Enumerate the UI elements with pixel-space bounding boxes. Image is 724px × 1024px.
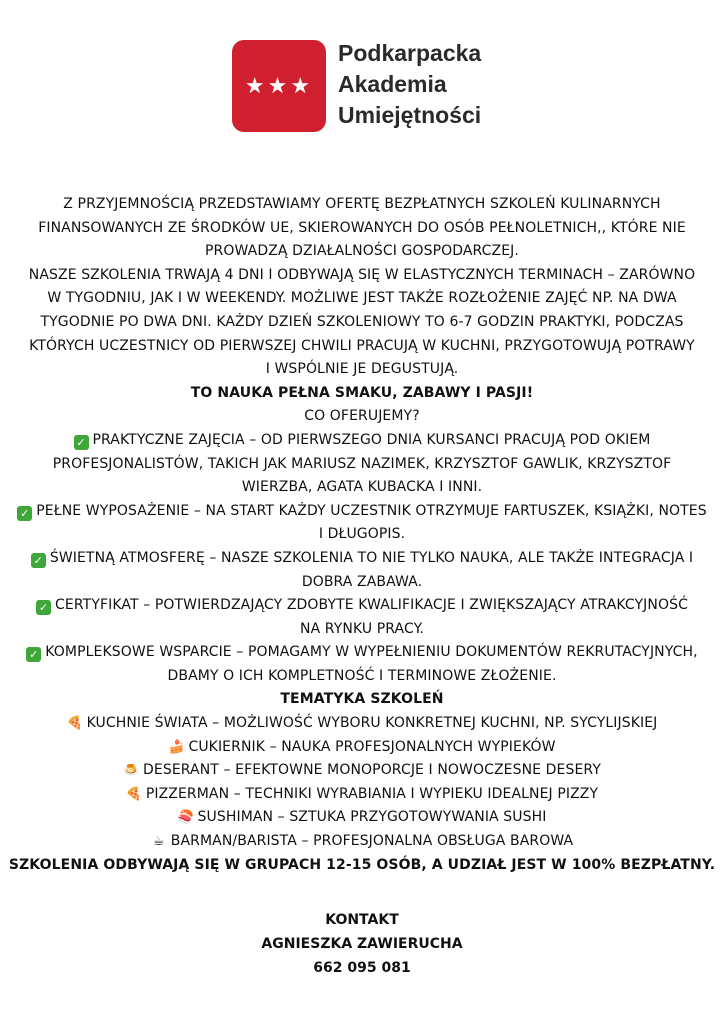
logo-line-3: Umiejętności <box>338 102 482 128</box>
intro-line: PROWADZĄ DZIAŁALNOŚCI GOSPODARCZEJ. <box>205 243 519 260</box>
offer-item-cont: PROFESJONALISTÓW, TAKICH JAK MARIUSZ NAZIMEK, KRZYSZTOF GAWLIK, KRZYSZTOF <box>52 455 672 472</box>
topic-text: BARMAN/BARISTA – PROFESJONALNA OBSŁUGA BAROWA <box>170 833 574 850</box>
topic-item <box>0 806 724 830</box>
check-icon: ✓ <box>17 506 32 521</box>
topic-text: SUSHIMAN – SZTUKA PRZYGOTOWYWANIA SUSHI <box>197 809 547 826</box>
topic-item <box>0 783 724 807</box>
topic-item <box>0 759 724 783</box>
offer-text: PEŁNE WYPOSAŻENIE – NA START KAŻDY UCZESTNIK OTRZYMUJE FARTUSZEK, KSIĄŻKI, NOTES <box>36 502 707 519</box>
intro-line: KTÓRYCH UCZESTNICY OD PIERWSZEJ CHWILI PRACUJĄ W KUCHNI, PRZYGOTOWUJĄ POTRAWY <box>29 337 695 354</box>
offer-text: CERTYFIKAT – POTWIERDZAJĄCY ZDOBYTE KWALIFIKACJE I ZWIĘKSZAJĄCY ATRAKCYJNOŚĆ <box>55 597 688 614</box>
offer-item-cont: WIERZBA, AGATA KUBACKA I INNI. <box>241 479 483 496</box>
check-icon: ✓ <box>26 647 41 662</box>
offer-heading: CO OFERUJEMY? <box>304 408 420 425</box>
pizza-icon: 🍕 <box>66 716 83 732</box>
check-icon: ✓ <box>31 553 46 568</box>
offer-item-cont: DBAMY O ICH KOMPLETNOŚĆ I TERMINOWE ZŁOŻENIE. <box>167 667 557 684</box>
logo-line-1: Podkarpacka <box>338 40 482 66</box>
contact-heading: KONTAKT <box>325 912 399 928</box>
topic-text: CUKIERNIK – NAUKA PROFESJONALNYCH WYPIEKÓW <box>188 738 556 755</box>
offer-item-cont: I DŁUGOPIS. <box>318 526 406 543</box>
offer-text: ŚWIETNĄ ATMOSFERĘ – NASZE SZKOLENIA TO NIE TYLKO NAUKA, ALE TAKŻE INTEGRACJA I <box>49 549 694 566</box>
topic-item <box>0 830 724 854</box>
offer-item <box>0 547 724 571</box>
topic-item <box>0 736 724 760</box>
offer-text: PRAKTYCZNE ZAJĘCIA – OD PIERWSZEGO DNIA KURSANCI PRACUJĄ POD OKIEM <box>92 431 651 448</box>
offer-item <box>0 429 724 453</box>
closing-note: SZKOLENIA ODBYWAJĄ SIĘ W GRUPACH 12-15 OSÓB, A UDZIAŁ JEST W 100% BEZPŁATNY. <box>8 856 716 873</box>
intro-line: W TYGODNIU, JAK I W WEEKENDY. MOŻLIWE JEST TAKŻE ROZŁOŻENIE ZAJĘĆ NP. NA DWA <box>47 290 677 307</box>
cake-icon: 🍰 <box>168 739 185 755</box>
intro-line: Z PRZYJEMNOŚCIĄ PRZEDSTAWIAMY OFERTĘ BEZPŁATNYCH SZKOLEŃ KULINARNYCH <box>63 196 661 212</box>
flyer-body <box>0 193 724 877</box>
check-icon: ✓ <box>36 600 51 615</box>
offer-item-cont: NA RYNKU PRACY. <box>300 620 424 637</box>
offer-item-cont: DOBRA ZABAWA. <box>301 573 423 590</box>
contact-name: AGNIESZKA ZAWIERUCHA <box>261 936 463 952</box>
logo-badge <box>232 40 326 132</box>
sushi-icon: 🍣 <box>177 810 194 826</box>
pizza-icon: 🍕 <box>125 786 143 802</box>
offer-item <box>0 641 724 665</box>
logo-wordmark <box>338 38 481 131</box>
logo <box>232 38 502 134</box>
topic-text: DESERANT – EFEKTOWNE MONOPORCJE I NOWOCZESNE DESERY <box>143 762 601 779</box>
contact-phone[interactable]: 662 095 081 <box>313 960 411 976</box>
intro-line: TYGODNIE PO DWA DNI. KAŻDY DZIEŃ SZKOLENIOWY TO 6-7 GODZIN PRAKTYKI, PODCZAS <box>40 313 684 330</box>
topic-item <box>0 712 724 736</box>
contact-block <box>0 908 724 980</box>
logo-line-2: Akademia <box>338 71 447 97</box>
intro-line: NASZE SZKOLENIA TRWAJĄ 4 DNI I ODBYWAJĄ SIĘ W ELASTYCZNYCH TERMINACH – ZARÓWNO <box>28 266 696 283</box>
topic-text: KUCHNIE ŚWIATA – MOŻLIWOŚĆ WYBORU KONKRETNEJ KUCHNI, NP. SYCYLIJSKIEJ <box>86 715 658 732</box>
tagline: TO NAUKA PEŁNA SMAKU, ZABAWY I PASJI! <box>190 384 534 401</box>
stars-icon: ★★★ <box>244 73 314 99</box>
offer-item <box>0 500 724 524</box>
topic-text: PIZZERMAN – TECHNIKI WYRABIANIA I WYPIEKU IDEALNEJ PIZZY <box>145 785 599 802</box>
intro-line: I WSPÓLNIE JE DEGUSTUJĄ. <box>265 361 459 378</box>
coffee-icon: ☕ <box>152 834 165 850</box>
topics-heading: TEMATYKA SZKOLEŃ <box>280 691 444 708</box>
offer-text: KOMPLEKSOWE WSPARCIE – POMAGAMY W WYPEŁNIENIU DOKUMENTÓW REKRUTACYJNYCH, <box>45 644 698 661</box>
offer-item <box>0 594 724 618</box>
intro-line: FINANSOWANYCH ZE ŚRODKÓW UE, SKIEROWANYCH DO OSÓB PEŁNOLETNICH,, KTÓRE NIE <box>38 219 686 236</box>
custard-icon: 🍮 <box>123 763 140 779</box>
check-icon: ✓ <box>74 435 89 450</box>
